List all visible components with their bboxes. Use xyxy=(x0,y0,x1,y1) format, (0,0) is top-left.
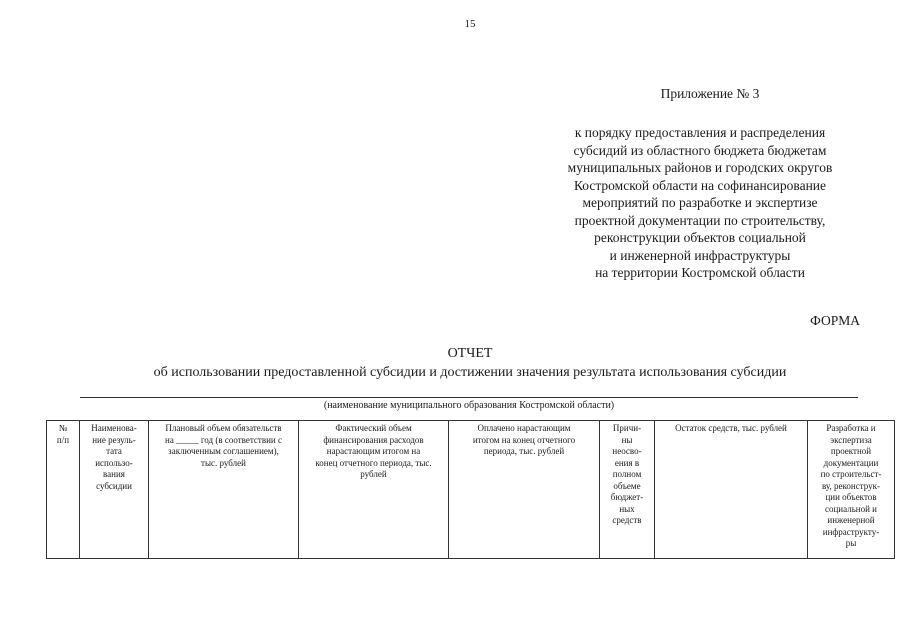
report-title: ОТЧЕТ xyxy=(447,346,493,361)
appendix-line: Костромской области на софинансирование xyxy=(573,177,827,193)
report-subtitle: об использовании предоставленной субсидии и достижении значения результата использования субсидии xyxy=(153,365,787,380)
appendix-line: муниципальных районов и городских округов xyxy=(567,160,833,175)
form-label: ФОРМА xyxy=(810,313,860,328)
header-cell-paid: Оплачено нарастающим итогом на конец отчетного периода, тыс. рублей xyxy=(449,421,600,559)
appendix-line: субсидий из областного бюджета бюджетам xyxy=(573,142,827,158)
header-cell-design-documentation: Разработка и экспертиза проектной документации по строительст- ву, реконструк- ции объектов социальной и инженерной инфраструкту- ры xyxy=(808,421,895,559)
appendix-line: реконструкции объектов социальной xyxy=(594,230,806,245)
header-cell-result-name: Наименова- ние резуль- тата использо- вания субсидии xyxy=(80,421,149,559)
appendix-line: проектной документации по строительству, xyxy=(574,212,826,228)
appendix-line: к порядку предоставления и распределения xyxy=(574,125,826,140)
header-cell-remaining-funds: Остаток средств, тыс. рублей xyxy=(655,421,808,559)
header-cell-actual-financing: Фактический объем финансирования расходов нарастающим итогом на конец отчетного периода, тыс. рублей xyxy=(299,421,449,559)
appendix-line: и инженерной инфраструктуры xyxy=(609,247,791,263)
page-number: 15 xyxy=(464,18,476,30)
municipality-name-caption: (наименование муниципального образования Костромской области) xyxy=(323,400,615,411)
table-header-row xyxy=(47,421,895,559)
header-cell-reasons: Причи- ны неосво- ения в полном объеме бюджет- ных средств xyxy=(600,421,655,559)
header-cell-number: № п/п xyxy=(47,421,80,559)
header-cell-planned-obligations: Плановый объем обязательств на _____ год (в соответствии с заключенным соглашением), тыс. рублей xyxy=(149,421,299,559)
appendix-line: на территории Костромской области xyxy=(595,265,805,280)
report-table xyxy=(46,420,895,559)
appendix-text xyxy=(540,124,860,282)
municipality-name-line xyxy=(80,397,858,398)
appendix-line: мероприятий по разработке и экспертизе xyxy=(582,195,818,210)
appendix-title: Приложение № 3 xyxy=(660,86,760,101)
